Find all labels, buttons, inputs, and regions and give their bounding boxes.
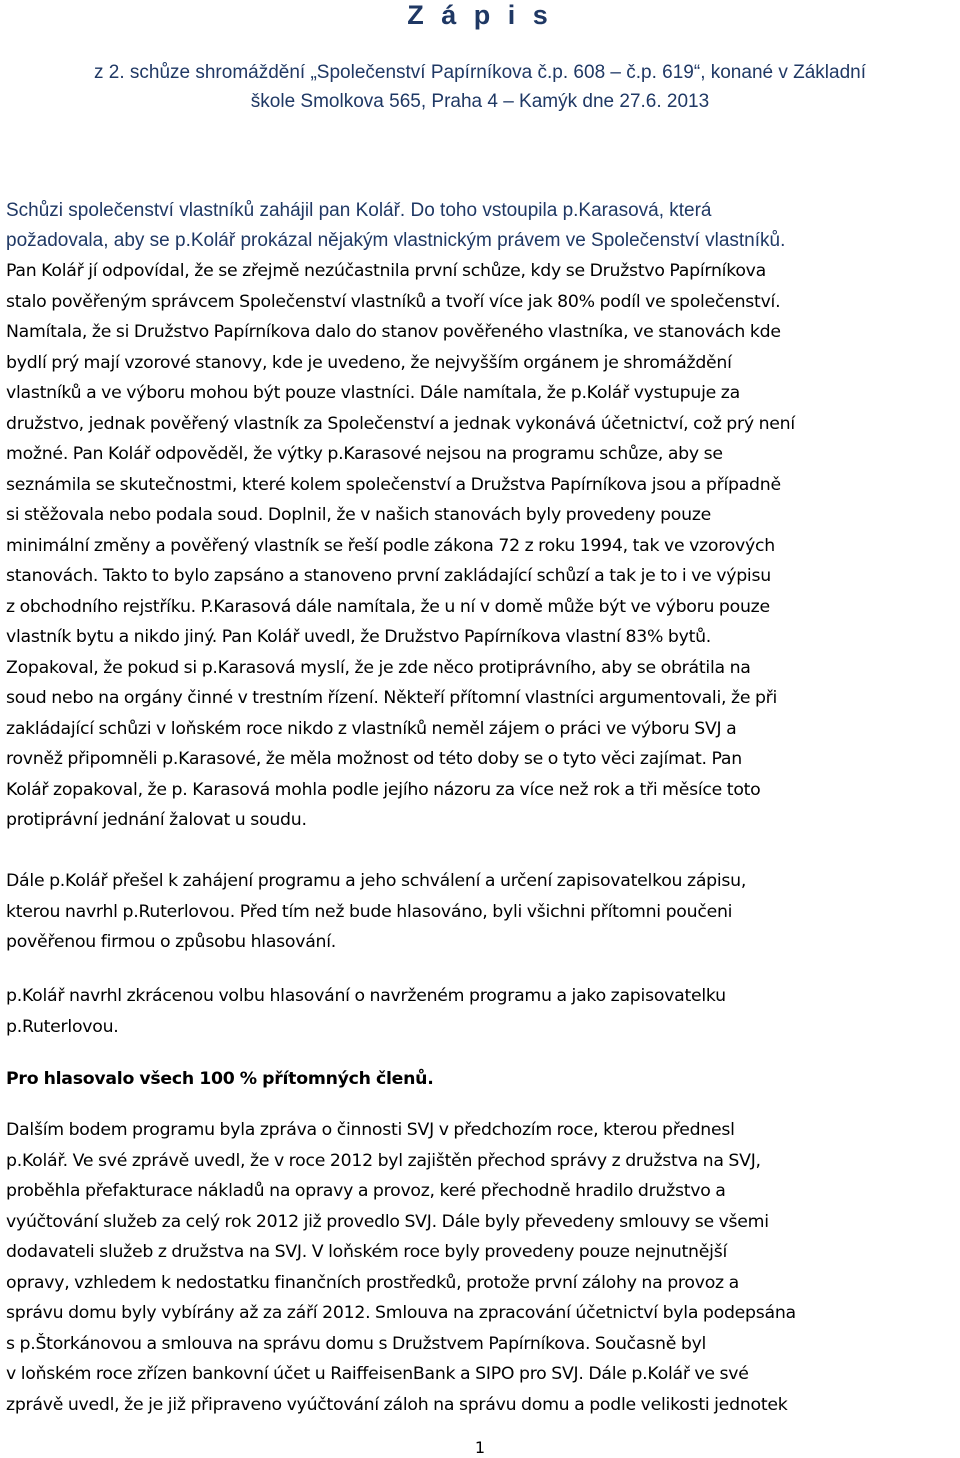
text-line: kterou navrhl p.Ruterlovou. Před tím než bude hlasováno, byli všichni přítomni poučeni xyxy=(6,901,733,922)
text-line: rovněž připomněli p.Karasové, že měla možnost od této doby se o tyto věci zajímat. Pan xyxy=(6,749,742,769)
text-line: zprávě uvedl, že je již připraveno vyúčtování záloh na správu domu a podle velikosti jednotek xyxy=(6,1394,788,1415)
text-line: vlastníků a ve výboru mohou být pouze vlastníci. Dále namítala, že p.Kolář vystupuje za xyxy=(6,383,740,403)
text-line: Dále p.Kolář přešel k zahájení programu a jeho schválení a určení zapisovatelkou zápisu, xyxy=(6,871,747,891)
page-number: 1 xyxy=(474,1438,486,1457)
text-line: správu domu byly vybírány až za září 2012. Smlouva na zpracování účetnictví byla podepsána xyxy=(6,1303,796,1323)
intro-line: Schůzi společenství vlastníků zahájil pan Kolář. Do toho vstoupila p.Karasová, která xyxy=(6,200,712,221)
text-line: s p.Štorkánovou a smlouva na správu domu s Družstvem Papírníkova. Současně byl xyxy=(6,1333,707,1354)
paragraph-vote-proposal xyxy=(6,981,958,1042)
text-line: možné. Pan Kolář odpověděl, že výtky p.Karasové nejsou na programu schůze, aby se xyxy=(6,444,723,464)
text-line: zakládající schůzi v loňském roce nikdo z vlastníků neměl zájem o práci ve výboru SVJ a xyxy=(6,718,737,739)
text-line: dodavateli služeb z družstva na SVJ. V loňském roce byly provedeny pouze nejnutnější xyxy=(6,1242,727,1262)
text-line: stalo pověřeným správcem Společenství vlastníků a tvoří více jak 80% podíl ve společenství. xyxy=(6,291,781,312)
paragraph-program xyxy=(6,866,958,958)
text-line: protiprávní jednání žalovat u soudu. xyxy=(6,810,307,830)
text-line: Dalším bodem programu byla zpráva o činnosti SVJ v předchozím roce, kterou přednesl xyxy=(6,1120,735,1140)
text-line: v loňském roce zřízen bankovní účet u RaiffeisenBank a SIPO pro SVJ. Dále p.Kolář ve své xyxy=(6,1364,749,1384)
text-line: p.Kolář navrhl zkrácenou volbu hlasování o navrženém programu a jako zapisovatelku xyxy=(6,986,726,1006)
text-line: stanovách. Takto to bylo zapsáno a stanoveno první zakládající schůzí a tak je to i ve výpisu xyxy=(6,566,771,586)
vote-result xyxy=(6,1064,958,1095)
text-line: vlastník bytu a nikdo jiný. Pan Kolář uvedl, že Družstvo Papírníkova vlastní 83% bytů. xyxy=(6,627,712,647)
document-title: Z á p i s xyxy=(407,0,553,30)
text-line: Zopakoval, že pokud si p.Karasová myslí, že je zde něco protiprávního, aby se obrátila na xyxy=(6,657,751,678)
subtitle-line: škole Smolkova 565, Praha 4 – Kamýk dne 27.6. 2013 xyxy=(250,91,710,112)
text-line: Namítala, že si Družstvo Papírníkova dalo do stanov pověřeného vlastníka, ve stanovách kde xyxy=(6,322,781,342)
text-line: družstvo, jednak pověřený vlastník za Společenství a jednak vykonává účetnictví, což prý není xyxy=(6,413,795,434)
subtitle-line: z 2. schůze shromáždění „Společenství Papírníkova č.p. 608 – č.p. 619“, konané v Základní xyxy=(93,62,867,83)
text-line: pověřenou firmou o způsobu hlasování. xyxy=(6,932,337,952)
vote-result-line: Pro hlasovalo všech 100 % přítomných členů. xyxy=(6,1069,434,1089)
text-line: vyúčtování služeb za celý rok 2012 již provedlo SVJ. Dále byly převedeny smlouvy se všemi xyxy=(6,1211,769,1232)
text-line: z obchodního rejstříku. P.Karasová dále namítala, že u ní v domě může být ve výboru pouze xyxy=(6,596,770,617)
text-line: seznámila se skutečnostmi, které kolem společenství a Družstva Papírníkova jsou a případně xyxy=(6,474,781,495)
text-line: opravy, vzhledem k nedostatku finančních prostředků, protože první zálohy na provoz a xyxy=(6,1272,739,1293)
text-line: proběhla přefakturace nákladů na opravy a provoz, keré přechodně hradilo družstvo a xyxy=(6,1181,726,1201)
text-line: Kolář zopakoval, že p. Karasová mohla podle jejího názoru za více než rok a tři měsíce toto xyxy=(6,779,761,800)
text-line: minimální změny a pověřený vlastník se řeší podle zákona 72 z roku 1994, tak ve vzorových xyxy=(6,535,775,556)
text-line: soud nebo na orgány činné v trestním řízení. Někteří přítomní vlastníci argumentovali, že při xyxy=(6,688,778,708)
document-subtitle xyxy=(0,58,960,116)
paragraph-activity-report xyxy=(6,1115,958,1420)
text-line: si stěžovala nebo podala soud. Doplnil, že v našich stanovách byly provedeny pouze xyxy=(6,505,712,525)
text-line: Pan Kolář jí odpovídal, že se zřejmě nezúčastnila první schůze, kdy se Družstvo Papírníkova xyxy=(6,261,766,281)
text-line: bydlí prý mají vzorové stanovy, kde je uvedeno, že nejvyšším orgánem je shromáždění xyxy=(6,352,732,373)
intro-paragraph xyxy=(6,196,956,256)
intro-line: požadovala, aby se p.Kolář prokázal nějakým vlastnickým právem ve Společenství vlastníků. xyxy=(6,230,786,251)
text-line: p.Ruterlovou. xyxy=(6,1016,119,1037)
text-line: p.Kolář. Ve své zprávě uvedl, že v roce 2012 byl zajištěn přechod správy z družstva na SVJ, xyxy=(6,1150,761,1171)
paragraph-discussion xyxy=(6,256,958,836)
